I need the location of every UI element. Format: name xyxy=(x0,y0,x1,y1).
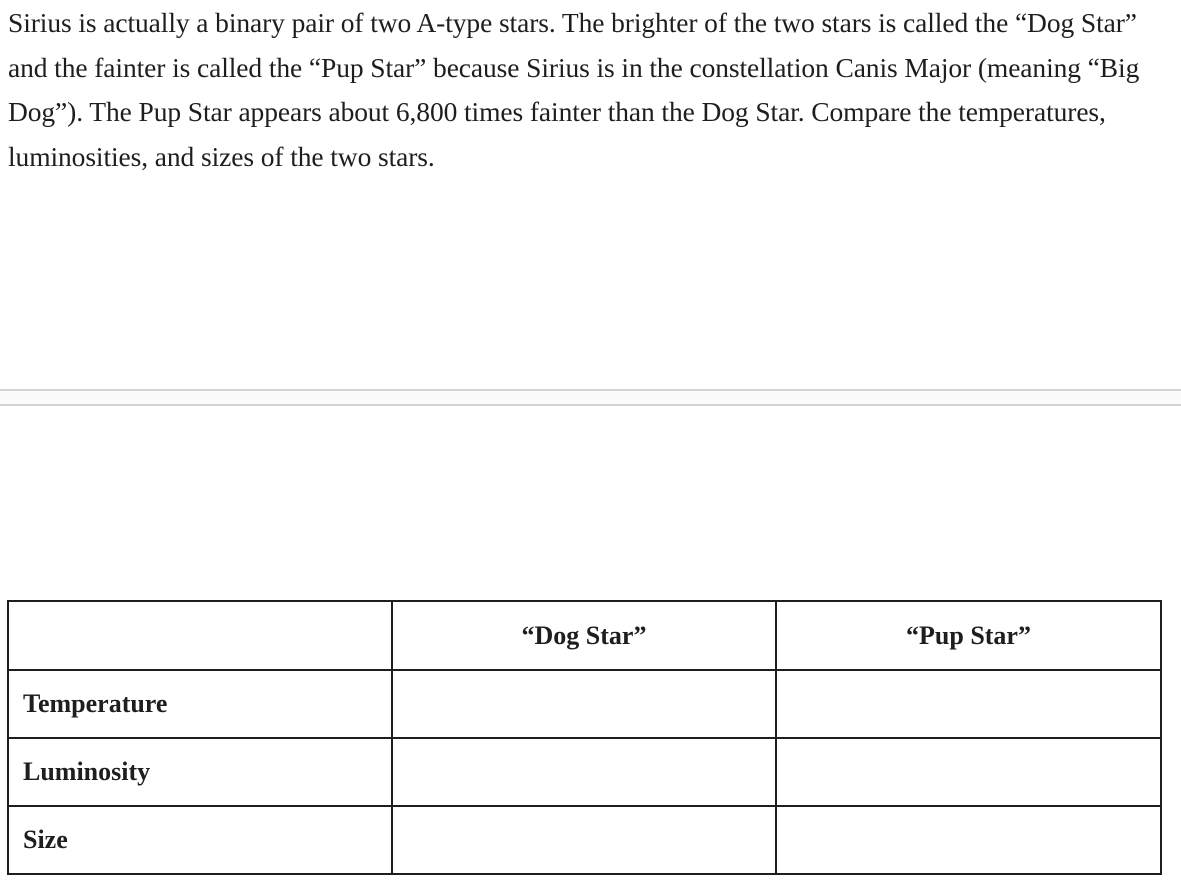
table-row xyxy=(8,738,1161,806)
table-row xyxy=(8,670,1161,738)
header-dog-star: “Dog Star” xyxy=(392,601,776,670)
row-label-luminosity: Luminosity xyxy=(8,738,392,806)
table-row xyxy=(8,806,1161,874)
row-label-size: Size xyxy=(8,806,392,874)
header-corner-cell xyxy=(8,601,392,670)
table-header-row xyxy=(8,601,1161,670)
answer-cell-dog-temperature[interactable] xyxy=(392,670,776,738)
section-divider xyxy=(0,389,1181,406)
answer-cell-dog-size[interactable] xyxy=(392,806,776,874)
question-text: Sirius is actually a binary pair of two A-type stars. The brighter of the two stars is called the “Dog Star” and the fainter is called the “Pup Star” because Sirius is in the constellation Canis Major (meaning “Big Dog”). The Pup Star appears about 6,800 times fainter than the Dog Star. Compare the temperatures, luminosities, and sizes of the two stars. xyxy=(8,7,1140,172)
row-label-temperature: Temperature xyxy=(8,670,392,738)
comparison-table xyxy=(7,600,1162,875)
answer-cell-pup-luminosity[interactable] xyxy=(776,738,1161,806)
header-pup-star: “Pup Star” xyxy=(776,601,1161,670)
answer-cell-pup-temperature[interactable] xyxy=(776,670,1161,738)
answer-cell-dog-luminosity[interactable] xyxy=(392,738,776,806)
answer-cell-pup-size[interactable] xyxy=(776,806,1161,874)
